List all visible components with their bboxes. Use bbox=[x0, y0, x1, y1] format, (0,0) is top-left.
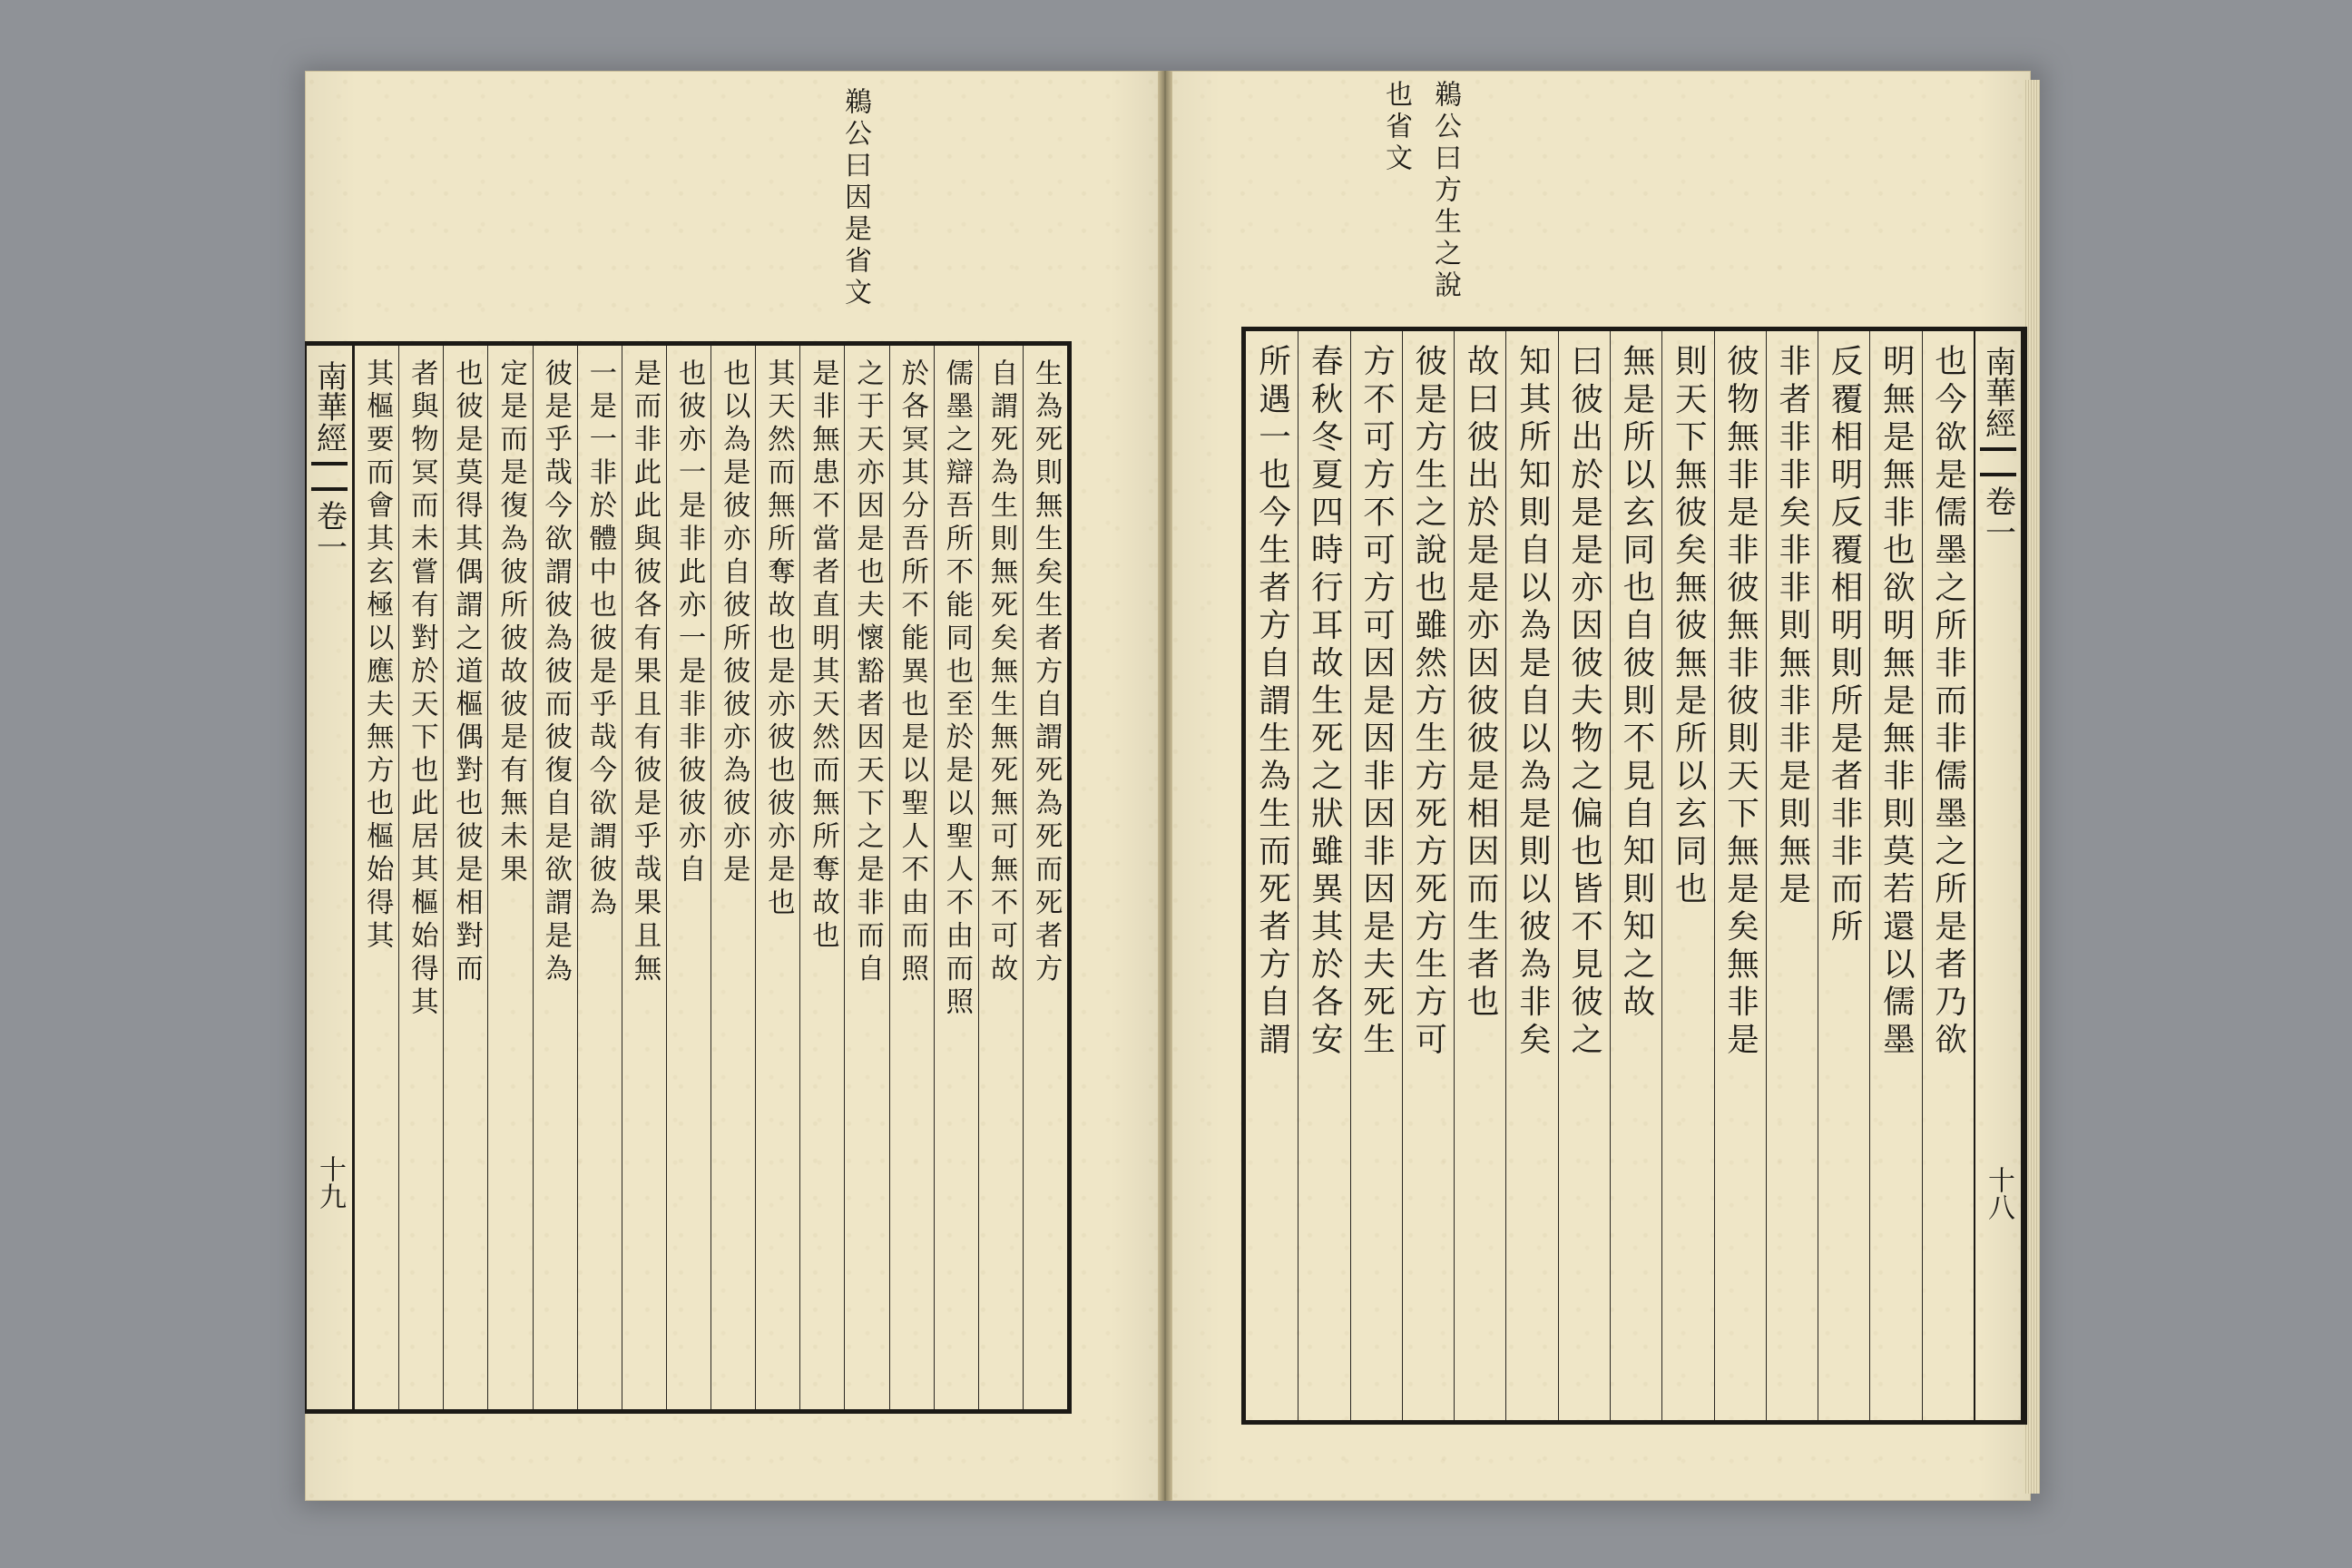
column-text: 其樞要而會其玄極以應夫無方也樞始得其 bbox=[361, 358, 394, 955]
text-column bbox=[1350, 331, 1402, 1420]
column-text: 也以為是彼亦自彼所彼彼亦為彼亦是 bbox=[718, 358, 750, 888]
annotation-column: 鵜公曰因是省文 bbox=[839, 87, 871, 309]
text-column bbox=[1818, 331, 1869, 1420]
column-text: 定是而是復為彼所彼故彼是有無未果 bbox=[495, 358, 527, 888]
book-title: 南華經 bbox=[1979, 346, 2016, 438]
fish-tail-mark bbox=[311, 462, 348, 491]
volume-label: 卷一 bbox=[310, 500, 348, 562]
column-text: 也彼是莫得其偶謂之道樞偶對也彼是相對而 bbox=[450, 358, 483, 987]
column-text: 生為死則無生矣生者方自謂死為死而死者方 bbox=[1030, 358, 1063, 987]
text-column bbox=[1402, 331, 1454, 1420]
text-column bbox=[1246, 331, 1298, 1420]
column-text: 則天下無彼矣無彼無是所以玄同也 bbox=[1670, 344, 1708, 909]
column-text: 是非無患不當者直明其天然而無所奪故也 bbox=[807, 358, 839, 955]
column-text: 知其所知則自以為是自以為是則以彼為非矣 bbox=[1514, 344, 1552, 1060]
column-text: 之于天亦因是也夫懷豁者因天下之是非而自 bbox=[851, 358, 884, 987]
column-text: 彼是方生之說也雖然方生方死方死方生方可 bbox=[1409, 344, 1447, 1060]
text-column bbox=[443, 346, 487, 1409]
column-text: 春秋冬夏四時行耳故生死之狀雖異其於各安 bbox=[1306, 344, 1344, 1060]
text-column bbox=[398, 346, 443, 1409]
text-column bbox=[622, 346, 666, 1409]
text-column bbox=[487, 346, 532, 1409]
text-column bbox=[1869, 331, 1921, 1420]
column-text: 明無是無非也欲明無是無非則莫若還以儒墨 bbox=[1877, 344, 1916, 1060]
column-text: 也今欲是儒墨之所非而非儒墨之所是者乃欲 bbox=[1929, 344, 1967, 1060]
column-text: 曰彼出於是是亦因彼夫物之偏也皆不見彼之 bbox=[1565, 344, 1603, 1060]
text-column bbox=[844, 346, 888, 1409]
book-title: 南華經 bbox=[310, 360, 348, 453]
column-text: 者與物冥而未嘗有對於天下也此居其樞始得其 bbox=[406, 358, 438, 1020]
text-column bbox=[1714, 331, 1766, 1420]
column-text: 儒墨之辯吾所不能同也至於是以聖人不由而照 bbox=[940, 358, 973, 1020]
left-top-annotation bbox=[835, 87, 875, 309]
column-text: 彼是乎哉今欲謂彼為彼而彼復自是欲謂是為 bbox=[539, 358, 572, 987]
text-column bbox=[1610, 331, 1661, 1420]
column-text: 故曰彼出於是是亦因彼彼是相因而生者也 bbox=[1462, 344, 1500, 1023]
volume-label: 卷一 bbox=[1979, 485, 2016, 547]
text-column bbox=[1298, 331, 1349, 1420]
banxin-center-column bbox=[305, 346, 354, 1409]
text-column bbox=[978, 346, 1023, 1409]
text-column bbox=[1023, 346, 1067, 1409]
banxin-center-column bbox=[1974, 331, 2023, 1420]
text-column bbox=[755, 346, 799, 1409]
text-column bbox=[577, 346, 622, 1409]
column-text: 於各冥其分吾所不能異也是以聖人不由而照 bbox=[896, 358, 928, 987]
text-column bbox=[1766, 331, 1818, 1420]
text-column bbox=[1922, 331, 1974, 1420]
right-top-annotation bbox=[1376, 80, 1465, 302]
annotation-column: 鵜公曰方生之說 bbox=[1429, 80, 1461, 302]
text-column bbox=[533, 346, 577, 1409]
column-text: 方不可方不可方可因是因非因非因是夫死生 bbox=[1357, 344, 1396, 1060]
text-column bbox=[1505, 331, 1557, 1420]
folio-number: 十九 bbox=[314, 1155, 346, 1210]
text-column bbox=[1454, 331, 1505, 1420]
column-text: 是而非此此與彼各有果且有彼是乎哉果且無 bbox=[629, 358, 662, 987]
folio-number: 十八 bbox=[1983, 1166, 2014, 1220]
column-text: 所遇一也今生者方自謂生為生而死者方自謂 bbox=[1253, 344, 1291, 1060]
text-column bbox=[354, 346, 398, 1409]
column-text: 自謂死為生則無死矣無生無死無可無不可故 bbox=[985, 358, 1018, 987]
text-column bbox=[1558, 331, 1610, 1420]
column-text: 非者非非矣非非則無非非是則無是 bbox=[1773, 344, 1811, 909]
text-column bbox=[1661, 331, 1713, 1420]
column-text: 無是所以玄同也自彼則不見自知則知之故 bbox=[1617, 344, 1655, 1023]
text-column bbox=[710, 346, 755, 1409]
text-column bbox=[799, 346, 844, 1409]
fish-tail-mark bbox=[1980, 447, 2016, 476]
text-column bbox=[889, 346, 934, 1409]
left-text-frame bbox=[305, 341, 1072, 1414]
text-column bbox=[934, 346, 978, 1409]
column-text: 其天然而無所奪故也是亦彼也彼亦是也 bbox=[762, 358, 795, 921]
text-column bbox=[666, 346, 710, 1409]
column-text: 反覆相明反覆相明則所是者非非而所 bbox=[1826, 344, 1864, 947]
column-text: 也彼亦一是非此亦一是非非彼彼亦自 bbox=[673, 358, 706, 888]
right-text-frame bbox=[1241, 327, 2027, 1425]
annotation-column: 也省文 bbox=[1380, 80, 1412, 175]
book-gutter bbox=[1158, 71, 1172, 1501]
column-text: 一是一非於體中也彼是乎哉今欲謂彼為 bbox=[583, 358, 616, 921]
column-text: 彼物無非是非彼無非彼則天下無是矣無非是 bbox=[1721, 344, 1759, 1060]
